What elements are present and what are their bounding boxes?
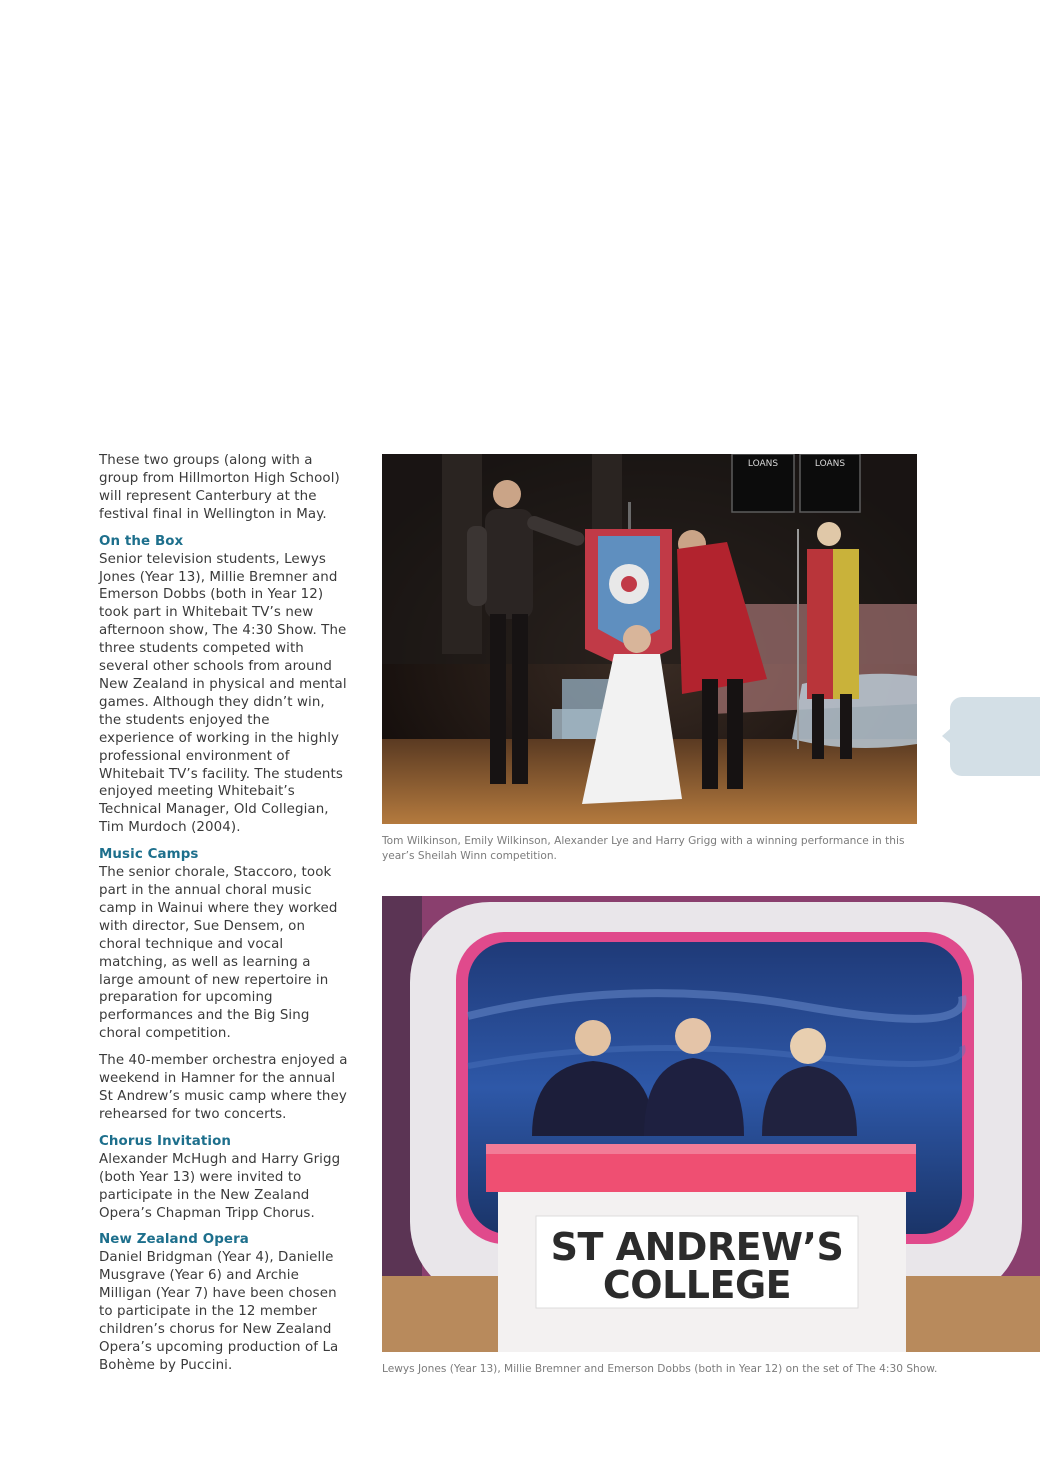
paragraph-music-camps-orchestra: The 40-member orchestra enjoyed a weekend in Hamner for the annual St Andrew’s music camp where they rehearsed for two concerts. xyxy=(99,1053,348,1122)
paragraph-chorus-invitation: Alexander McHugh and Harry Grigg (both Year 13) were invited to participate in the New Zealand Opera’s Chapman Tripp Chorus. xyxy=(99,1151,341,1221)
heading-new-zealand-opera: New Zealand Opera xyxy=(99,1232,249,1248)
tv-show-set-photo xyxy=(382,896,1040,1352)
loans-sign-right: LOANS xyxy=(814,459,846,469)
paragraph-on-the-box: Senior television students, Lewys Jones (Year 13), Millie Bremner and Emerson Dobbs (both in Year 12) took part in Whitebait TV’s new afternoon show, The 4:30 Show. The three students competed with several other schools from around New Zealand in physical and mental games. Although they didn’t win, the students enjoyed the experience of working in the highly professional environment of Whitebait TV’s facility. The students enjoyed meeting Whitebait’s Technical Manager, Old Collegian, Tim Murdoch (2004). xyxy=(99,551,347,836)
stage-performance-illustration xyxy=(382,454,917,824)
side-tab-notch xyxy=(942,729,950,743)
heading-chorus-invitation: Chorus Invitation xyxy=(99,1133,232,1149)
paragraph-new-zealand-opera: Daniel Bridgman (Year 4), Danielle Musgrave (Year 6) and Archie Milligan (Year 7) have been chosen to participate in the 12 member children’s chorus for New Zealand Opera’s upcoming production of La Bohème by Puccini. xyxy=(99,1250,339,1373)
desk-sign xyxy=(532,1225,862,1307)
heading-music-camps: Music Camps xyxy=(99,847,199,863)
tv-photo-caption: Lewys Jones (Year 13), Millie Bremner and Emerson Dobbs (both in Year 12) on the set of The 4:30 Show. xyxy=(382,1363,938,1375)
desk-sign-line-2: COLLEGE xyxy=(602,1263,792,1307)
article-column xyxy=(99,452,349,1384)
stage-photo-caption: Tom Wilkinson, Emily Wilkinson, Alexander Lye and Harry Grigg with a winning performance in this year’s Sheilah Winn competition. xyxy=(382,835,905,862)
intro-paragraph: These two groups (along with a group from Hillmorton High School) will represent Canterbury at the festival final in Wellington in May. xyxy=(99,453,340,522)
heading-on-the-box: On the Box xyxy=(99,533,184,549)
stage-performance-photo xyxy=(382,454,917,824)
desk-sign-line-1: ST ANDREW’S xyxy=(550,1225,844,1269)
paragraph-music-camps-chorale: The senior chorale, Staccoro, took part in the annual choral music camp in Wainui where they worked with director, Sue Densem, on choral technique and vocal matching, as well as learning a large amount of new repertoire in preparation for upcoming performances and the Big Sing choral competition. xyxy=(99,865,338,1042)
loans-sign-left: LOANS xyxy=(747,459,779,469)
page-side-tab xyxy=(950,697,1040,776)
